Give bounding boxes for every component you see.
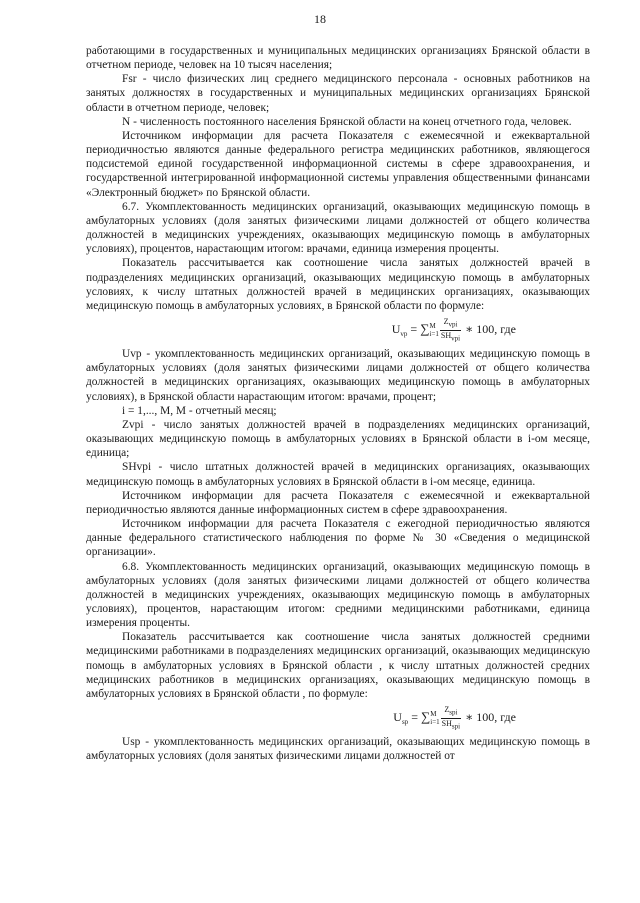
paragraph: i = 1,..., M, M - отчетный месяц; [122,404,277,417]
paragraph: Источником информации для расчета Показателя с ежемесячной и ежеквартальной периодичностью являются данные федерального регистра медицинских работников, являющегося подсистемой единой государственной информационной системы в сфере здравоохранения, и государственной интегрированной информационной системы управления общественными финансами «Электронный бюджет» по Брянской области. [86,129,590,199]
paragraph: Показатель рассчитывается как соотношение числа занятых должностей средними медицинскими работниками в подразделениях медицинских организаций, оказывающих медицинскую помощь в амбулаторных условиях в Брянской области , к числу штатных должностей средних медицинских работников в медицинских организациях, оказывающих медицинскую помощь в амбулаторных условиях в Брянской области , по формуле: [86,631,590,700]
paragraph: Источником информации для расчета Показателя с ежегодной периодичностью являются данные федерального статистического наблюдения по форме № 30 «Сведения о медицинской организации». [86,518,590,559]
sum-symbol: ∑ [420,708,431,724]
section-heading: 6.8. Укомплектованность медицинских организаций, оказывающих медицинскую помощь в амбулаторных условиях (доля занятых физическими лицами должностей от общего количества должностей в медицинских учреждениях, оказывающих медицинскую помощь в амбулаторных условиях), процентов, нарастающим итогом: средними медицинскими работниками, единица измерения проценты. [86,560,590,630]
fraction: $\frac{Z_{spi}}{SH_{spi}}$ [441,705,461,731]
paragraph: SHvpi - число штатных должностей врачей в медицинских организациях, оказывающих медицинскую помощь в амбулаторных условиях в Брянской области в i-ом месяце, единица. [86,461,590,488]
paragraph: Usp - укомплектованность медицинских организаций, оказывающих медицинскую помощь в амбулаторных условиях (доля занятых физическими лицами должностей от [86,736,590,763]
paragraph: Zvpi - число занятых должностей врачей в подразделениях медицинских организаций, оказывающих медицинскую помощь в амбулаторных условиях в Брянской области в i-ом месяце, единица; [86,418,590,460]
formula-usp: $U_{sp}$ = ∑ M i=1 $\frac{Z_{spi}}{SH_{spi}}$ ∗ 100, где [393,705,516,731]
paragraph: Показатель рассчитывается как соотношение числа занятых должностей врачей в подразделениях медицинских организаций, оказывающих медицинскую помощь в амбулаторных условиях, к числу штатных должностей врачей в медицинских организациях, оказывающих медицинскую помощь в амбулаторных условиях, в Брянской области по формуле: [86,257,590,312]
fraction: $\frac{Z_{vpi}}{SH_{vpi}}$ [440,316,461,343]
paragraph: работающими в государственных и муниципальных медицинских организациях Брянской области в отчетном периоде, человек на 10 тысяч населения; [86,45,590,72]
formula-uvp: $U_{vp}$ = ∑ M i=1 $\frac{Z_{vpi}}{SH_{vpi}}$ ∗ 100, где [391,316,516,343]
paragraph: Fsr - число физических лиц среднего медицинского персонала - основных работников на занятых должностях в государственных и муниципальных медицинских организациях Брянской области в отчетном периоде, человек; [86,73,590,114]
paragraph: N - численность постоянного населения Брянской области на конец отчетного года, человек. [122,115,572,128]
sum-symbol: ∑ [420,320,430,336]
page-body [86,44,590,764]
paragraph: Uvp - укомплектованность медицинских организаций, оказывающих медицинскую помощь в амбулаторных условиях (доля занятых физическими лицами должностей от общего количества должностей в медицинских организациях, оказывающих медицинскую помощь в амбулаторных условиях), в Брянской области нарастающим итогом: врачами, процент; [86,348,590,403]
paragraph: Источником информации для расчета Показателя с ежемесячной и ежеквартальной периодичностью являются данные информационных систем в сфере здравоохранения. [86,489,590,516]
section-heading: 6.7. Укомплектованность медицинских организаций, оказывающих медицинскую помощь в амбулаторных условиях (доля занятых физическими лицами должностей от общего количества должностей в медицинских учреждениях, оказывающих медицинскую помощь в амбулаторных условиях), процентов, нарастающим итогом: врачами, единица измерения проценты. [86,200,590,256]
page-number: 18 [314,12,326,26]
